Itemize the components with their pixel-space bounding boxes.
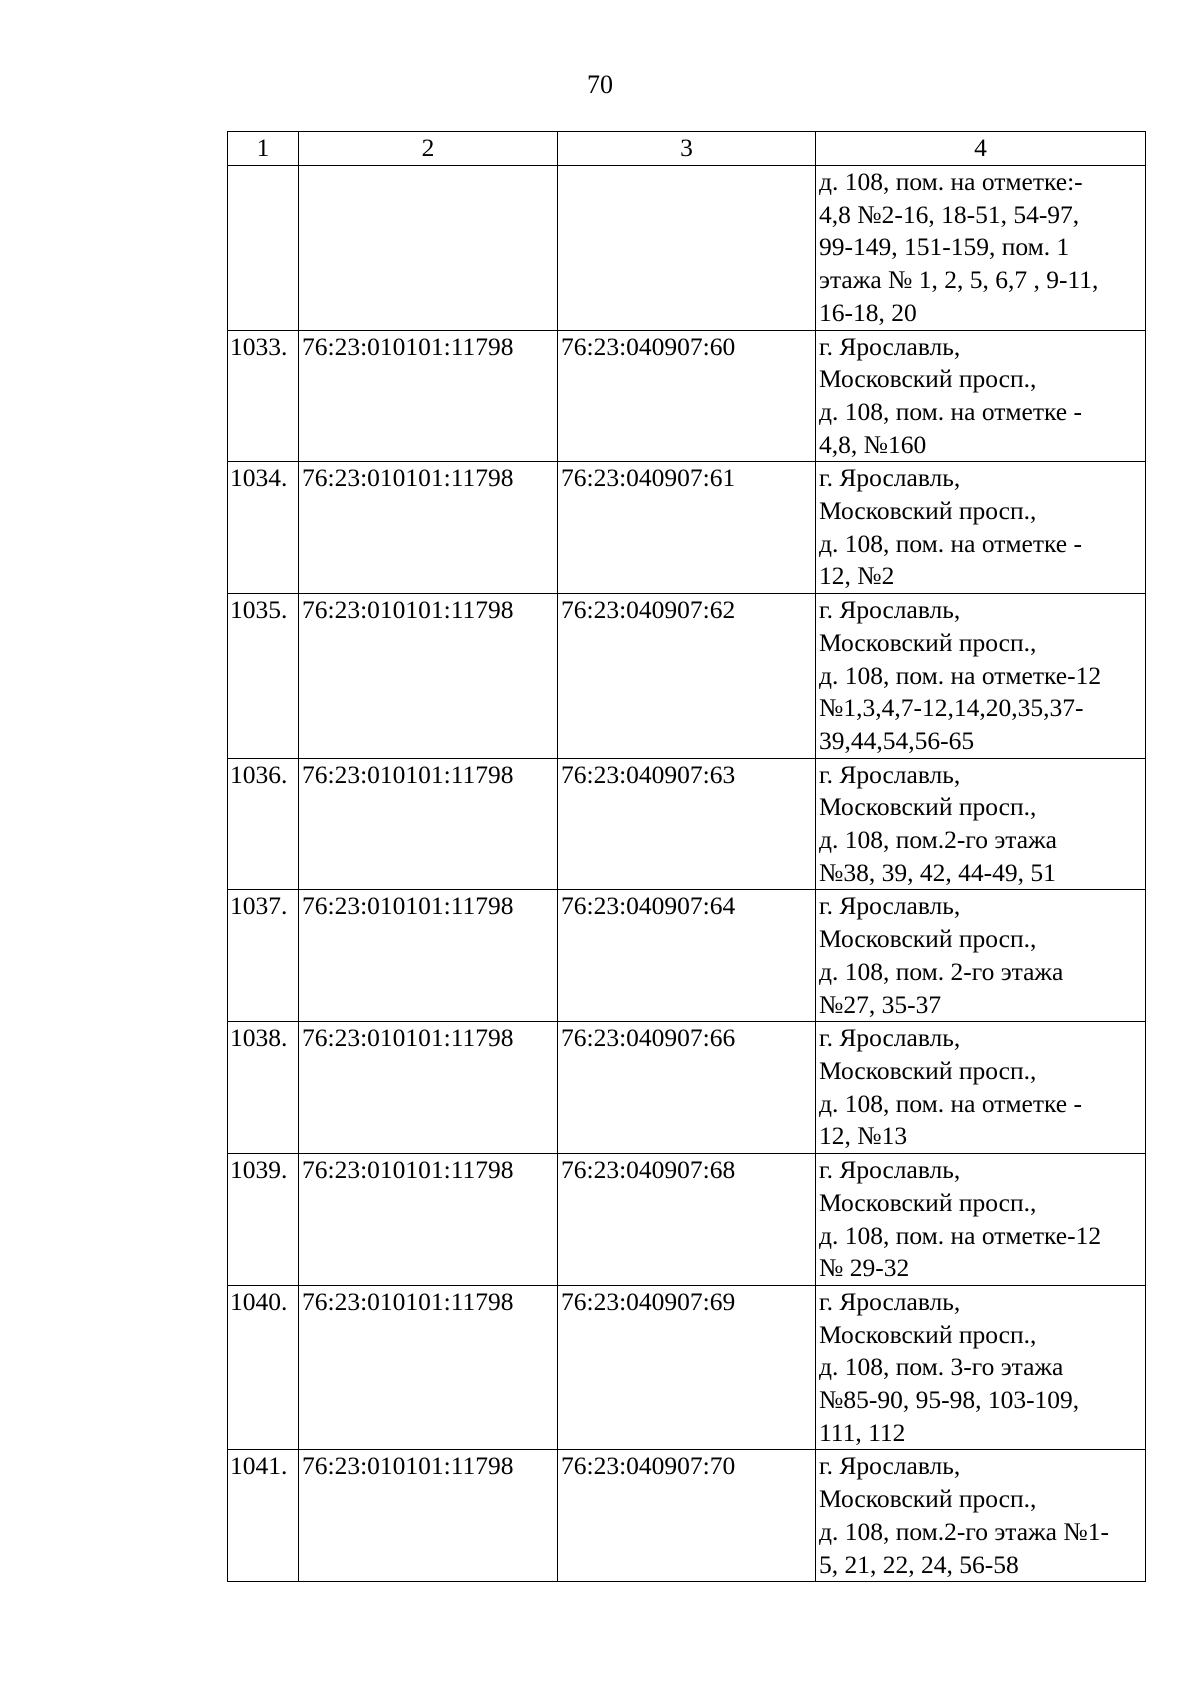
address-cell [816, 758, 1146, 890]
address-line: №27, 35-37 [819, 989, 942, 1019]
address-cell [816, 330, 1146, 462]
cadastral-number-cell: 76:23:010101:11798 [299, 1285, 558, 1450]
address-line: д. 108, пом. на отметке-12 [819, 1220, 1102, 1250]
table-row [228, 1154, 1146, 1286]
address-line: д. 108, пом. на отметке - [819, 528, 1082, 558]
address-line: Московский просп., [819, 924, 1037, 954]
table-row [228, 166, 1146, 331]
address-line: №38, 39, 42, 44-49, 51 [819, 857, 1056, 887]
cadastral-number-cell: 76:23:010101:11798 [299, 330, 558, 462]
table-row [228, 1285, 1146, 1450]
address-line: д. 108, пом. на отметке - [819, 1088, 1082, 1118]
address-line: 4,8 №2-16, 18-51, 54-97, [819, 199, 1080, 229]
row-number-cell: 1035. [228, 594, 299, 759]
address-cell [816, 594, 1146, 759]
address-line: д. 108, пом.2-го этажа [819, 825, 1057, 855]
premises-cadastral-number-cell: 76:23:040907:63 [558, 758, 816, 890]
column-header-2: 2 [299, 132, 558, 166]
address-line: Московский просп., [819, 792, 1037, 822]
address-line: г. Ярославль, [819, 595, 961, 625]
row-number-cell [228, 166, 299, 331]
table-row [228, 594, 1146, 759]
row-number-cell: 1041. [228, 1450, 299, 1582]
premises-cadastral-number-cell: 76:23:040907:69 [558, 1285, 816, 1450]
column-header-3: 3 [558, 132, 816, 166]
address-line: 4,8, №160 [819, 429, 927, 459]
address-line: г. Ярославль, [819, 1023, 961, 1053]
address-line: д. 108, пом.2-го этажа №1- [819, 1516, 1109, 1546]
table-body [228, 166, 1146, 1582]
address-line: д. 108, пом. 2-го этажа [819, 956, 1064, 986]
address-line: д. 108, пом. 3-го этажа [819, 1352, 1064, 1382]
address-line: д. 108, пом. на отметке:- [819, 167, 1083, 196]
address-line: д. 108, пом. на отметке-12 [819, 660, 1102, 690]
cadastral-number-cell: 76:23:010101:11798 [299, 758, 558, 890]
address-cell [816, 462, 1146, 594]
address-line: г. Ярославль, [819, 331, 961, 361]
premises-cadastral-number-cell: 76:23:040907:62 [558, 594, 816, 759]
table-header-row [228, 132, 1146, 166]
row-number-cell: 1040. [228, 1285, 299, 1450]
address-line: Московский просп., [819, 1319, 1037, 1349]
address-line: д. 108, пом. на отметке - [819, 396, 1082, 426]
row-number-cell: 1034. [228, 462, 299, 594]
premises-cadastral-number-cell: 76:23:040907:64 [558, 890, 816, 1022]
address-line: 39,44,54,56-65 [819, 725, 975, 755]
table-row [228, 758, 1146, 890]
premises-cadastral-number-cell: 76:23:040907:70 [558, 1450, 816, 1582]
address-line: г. Ярославль, [819, 891, 961, 921]
column-header-4: 4 [816, 132, 1146, 166]
address-line: г. Ярославль, [819, 1451, 961, 1481]
address-line: Московский просп., [819, 1055, 1037, 1085]
cadastral-number-cell: 76:23:010101:11798 [299, 462, 558, 594]
table-row [228, 1022, 1146, 1154]
registry-table [227, 131, 1146, 1582]
address-cell [816, 1450, 1146, 1582]
row-number-cell: 1039. [228, 1154, 299, 1286]
address-cell [816, 166, 1146, 331]
address-line: 12, №2 [819, 561, 895, 591]
address-line: 5, 21, 22, 24, 56-58 [819, 1549, 1019, 1579]
address-cell [816, 1154, 1146, 1286]
address-cell [816, 890, 1146, 1022]
address-line: г. Ярославль, [819, 759, 961, 789]
cadastral-number-cell: 76:23:010101:11798 [299, 890, 558, 1022]
cadastral-number-cell: 76:23:010101:11798 [299, 1022, 558, 1154]
address-line: этажа № 1, 2, 5, 6,7 , 9-11, [819, 265, 1099, 295]
cadastral-number-cell: 76:23:010101:11798 [299, 1154, 558, 1286]
table-row [228, 462, 1146, 594]
cadastral-number-cell [299, 166, 558, 331]
row-number-cell: 1033. [228, 330, 299, 462]
address-line: Московский просп., [819, 364, 1037, 394]
address-line: №85-90, 95-98, 103-109, [819, 1385, 1080, 1415]
address-line: Московский просп., [819, 1484, 1037, 1514]
address-line: Московский просп., [819, 1187, 1037, 1217]
table-row [228, 1450, 1146, 1582]
table-row [228, 890, 1146, 1022]
row-number-cell: 1037. [228, 890, 299, 1022]
premises-cadastral-number-cell [558, 166, 816, 331]
address-line: 99-149, 151-159, пом. 1 [819, 232, 1070, 262]
address-cell [816, 1022, 1146, 1154]
address-line: №1,3,4,7-12,14,20,35,37- [819, 693, 1084, 723]
address-line: № 29-32 [819, 1253, 910, 1283]
cadastral-number-cell: 76:23:010101:11798 [299, 1450, 558, 1582]
address-line: г. Ярославль, [819, 463, 961, 493]
premises-cadastral-number-cell: 76:23:040907:68 [558, 1154, 816, 1286]
address-cell [816, 1285, 1146, 1450]
premises-cadastral-number-cell: 76:23:040907:66 [558, 1022, 816, 1154]
page-number: 70 [587, 70, 613, 99]
address-line: Московский просп., [819, 627, 1037, 657]
address-line: г. Ярославль, [819, 1286, 961, 1316]
address-line: 12, №13 [819, 1121, 908, 1151]
address-line: 16-18, 20 [819, 297, 917, 327]
column-header-1: 1 [228, 132, 299, 166]
address-line: г. Ярославль, [819, 1155, 961, 1185]
row-number-cell: 1036. [228, 758, 299, 890]
address-line: Московский просп., [819, 496, 1037, 526]
address-line: 111, 112 [819, 1417, 906, 1447]
cadastral-number-cell: 76:23:010101:11798 [299, 594, 558, 759]
premises-cadastral-number-cell: 76:23:040907:61 [558, 462, 816, 594]
premises-cadastral-number-cell: 76:23:040907:60 [558, 330, 816, 462]
table-row [228, 330, 1146, 462]
row-number-cell: 1038. [228, 1022, 299, 1154]
